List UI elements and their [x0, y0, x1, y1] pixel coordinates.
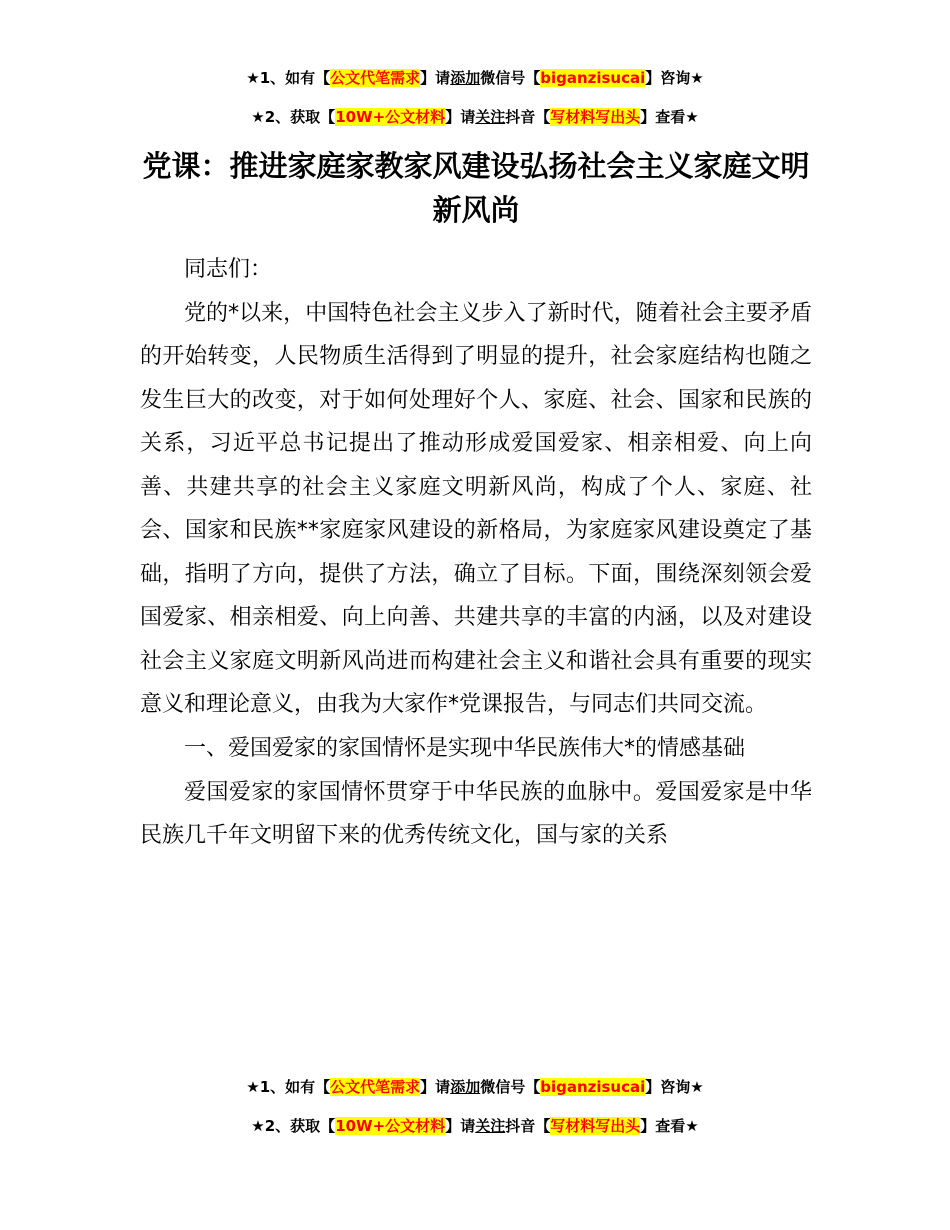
- banner-text: ★2、获取【: [251, 1117, 336, 1135]
- follow-action-text: 关注: [475, 1117, 506, 1135]
- banner-text: ★1、如有【: [246, 69, 331, 87]
- follow-action-text: 关注: [475, 108, 506, 126]
- salutation: 同志们：: [184, 257, 273, 282]
- banner-text: 】查看★: [640, 108, 699, 126]
- banner-text: 微信号【: [480, 69, 541, 87]
- body-paragraph: 党的*以来，中国特色社会主义步入了新时代，随着社会主要矛盾的开始转变，人民物质生活得到了明显的提升，社会家庭结构也随之发生巨大的改变，对于如何处理好个人、家庭、社会、国家和民族的关系，习近平总书记提出了推动形成爱国爱家、相亲相爱、向上向善、共建共享的社会主义家庭文明新风尚，构成了个人、家庭、社会、国家和民族**家庭家风建设的新格局，为家庭家风建设奠定了基础，指明了方向，提供了方法，确立了目标。下面，围绕深刻领会爱国爱家、相亲相爱、向上向善、共建共享的丰富的内涵，以及对建设社会主义家庭文明新风尚进而构建社会主义和谐社会具有重要的现实意义和理论意义，由我为大家作*党课报告，与同志们共同交流。: [140, 300, 812, 718]
- banner-text: 抖音【: [505, 108, 551, 126]
- add-action-text: 添加: [450, 69, 481, 87]
- add-action-text: 添加: [450, 1078, 481, 1096]
- banner-text: 抖音【: [505, 1117, 551, 1135]
- banner-text: ★1、如有【: [246, 1078, 331, 1096]
- banner-text: 】请: [420, 69, 451, 87]
- document-title: 党课：推进家庭家教家风建设弘扬社会主义家庭文明新风尚: [142, 149, 810, 227]
- footer-banner-line1: [0, 1076, 950, 1098]
- douyin-id-highlight: 写材料写出头: [550, 1117, 641, 1135]
- wechat-id-highlight: biganzisucai: [540, 69, 646, 87]
- materials-highlight: 10W+公文材料: [335, 1117, 446, 1135]
- banner-text: 】查看★: [640, 1117, 699, 1135]
- footer-banner-line2: [0, 1115, 950, 1137]
- wechat-id-highlight: biganzisucai: [540, 1078, 646, 1096]
- banner-text: 】请: [420, 1078, 451, 1096]
- materials-highlight: 10W+公文材料: [335, 108, 446, 126]
- header-banner-line1: [0, 67, 950, 89]
- header-banner-line2: [0, 106, 950, 128]
- douyin-id-highlight: 写材料写出头: [550, 108, 641, 126]
- banner-text: 微信号【: [480, 1078, 541, 1096]
- banner-text: 】请: [445, 108, 476, 126]
- service-highlight: 公文代笔需求: [330, 69, 421, 87]
- banner-text: 】咨询★: [645, 1078, 704, 1096]
- body-paragraph: 爱国爱家的家国情怀贯穿于中华民族的血脉中。爱国爱家是中华民族几千年文明留下来的优秀传统文化，国与家的关系: [140, 779, 812, 849]
- banner-text: 】咨询★: [645, 69, 704, 87]
- banner-text: ★2、获取【: [251, 108, 336, 126]
- document-body: [140, 248, 812, 858]
- banner-text: 】请: [445, 1117, 476, 1135]
- service-highlight: 公文代笔需求: [330, 1078, 421, 1096]
- section-heading: 一、爱国爱家的家国情怀是实现中华民族伟大*的情感基础: [184, 736, 746, 762]
